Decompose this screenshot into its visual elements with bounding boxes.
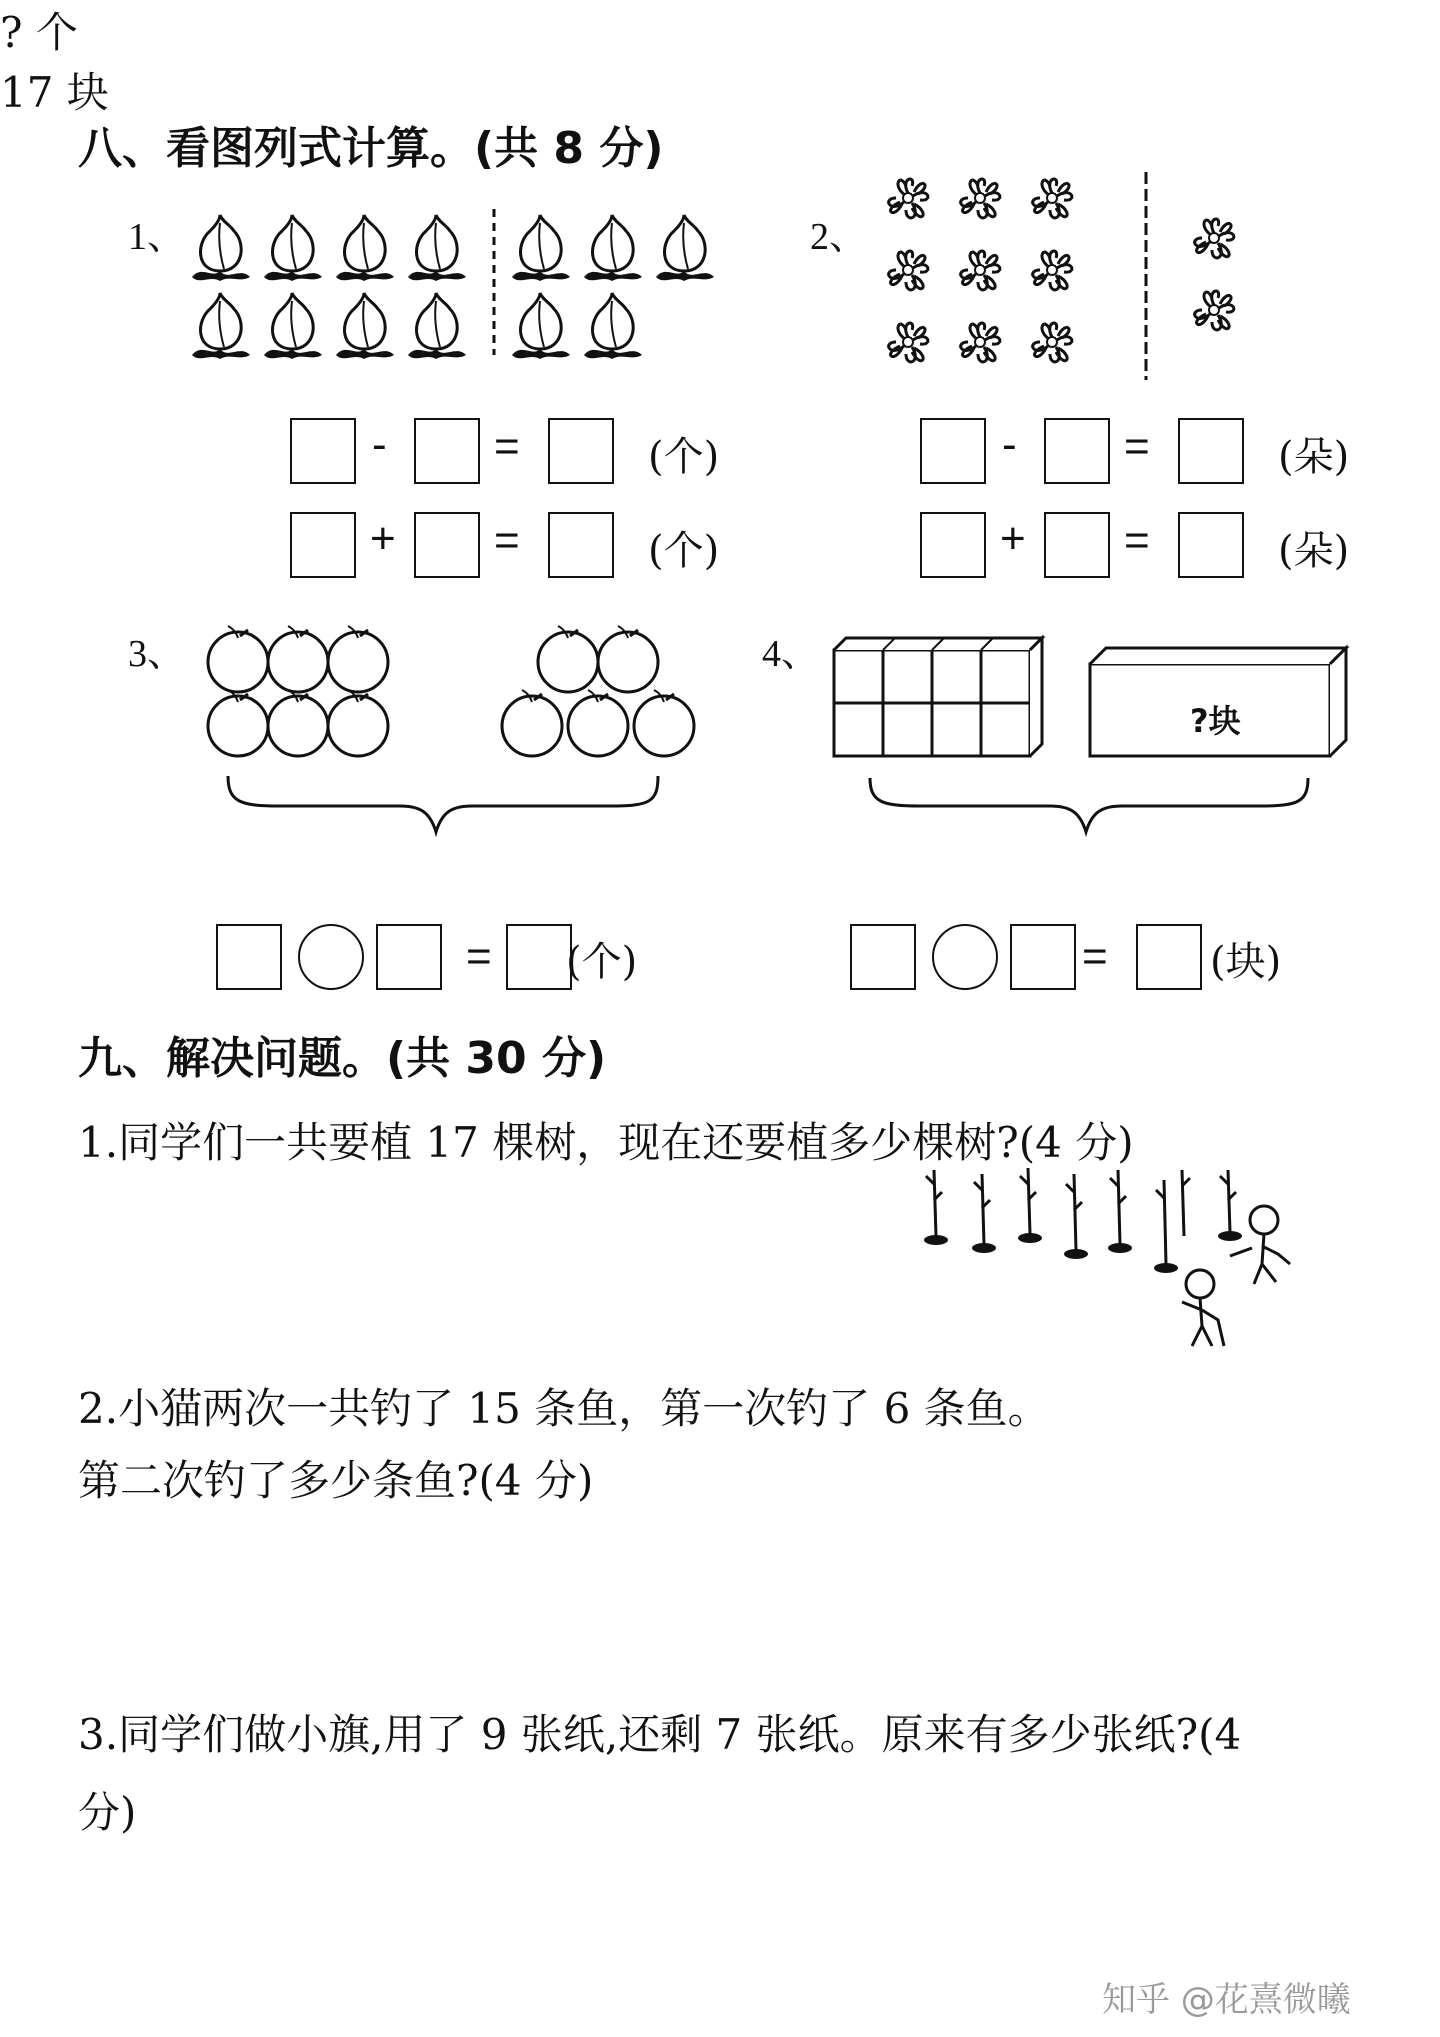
q3-total-label: ? 个 bbox=[0, 8, 78, 57]
q2-equals-sign: = bbox=[1124, 422, 1150, 471]
problem-2-line-2: 第二次钓了多少条鱼?(4 分) bbox=[78, 1456, 594, 1505]
problem-1-text: 1.同学们一共要植 17 棵树，现在还要植多少棵树?(4 分) bbox=[78, 1118, 1134, 1167]
q1-unit-1: (个) bbox=[648, 434, 720, 480]
q3-equals-sign: = bbox=[466, 932, 492, 981]
section-8-title: 八、看图列式计算。(共 8 分) bbox=[78, 123, 664, 174]
watermark: 知乎 @花熹微曦 bbox=[1102, 1980, 1351, 2020]
q1-equals-sign: = bbox=[494, 422, 520, 471]
q3-answer-box-a[interactable] bbox=[216, 924, 282, 990]
q2-answer-box-2c[interactable] bbox=[1178, 512, 1244, 578]
q2-minus-sign: - bbox=[1002, 420, 1017, 469]
q2-unit-1: (朵) bbox=[1278, 434, 1350, 480]
q4-operator-circle[interactable] bbox=[932, 924, 998, 990]
q1-minus-sign: - bbox=[372, 420, 387, 469]
q2-answer-box-2a[interactable] bbox=[920, 512, 986, 578]
q1-equals-sign-2: = bbox=[494, 516, 520, 565]
problem-2-line-1: 2.小猫两次一共钓了 15 条鱼，第一次钓了 6 条鱼。 bbox=[78, 1384, 1050, 1433]
q4-unit: (块) bbox=[1210, 939, 1282, 985]
q3-operator-circle[interactable] bbox=[298, 924, 364, 990]
q2-plus-sign: + bbox=[1000, 514, 1026, 563]
q2-number: 2、 bbox=[810, 216, 868, 258]
q4-number: 4、 bbox=[762, 633, 820, 675]
q3-answer-box-c[interactable] bbox=[506, 924, 572, 990]
q4-total-label: 17 块 bbox=[0, 68, 109, 117]
q2-answer-box-1c[interactable] bbox=[1178, 418, 1244, 484]
q2-answer-box-2b[interactable] bbox=[1044, 512, 1110, 578]
q1-answer-box-2c[interactable] bbox=[548, 512, 614, 578]
q1-answer-box-2a[interactable] bbox=[290, 512, 356, 578]
q1-number: 1、 bbox=[128, 216, 186, 258]
q2-equals-sign-2: = bbox=[1124, 516, 1150, 565]
section-9-title: 九、解决问题。(共 30 分) bbox=[78, 1033, 607, 1084]
q3-number: 3、 bbox=[128, 633, 186, 675]
q4-answer-box-c[interactable] bbox=[1136, 924, 1202, 990]
q1-answer-box-2b[interactable] bbox=[414, 512, 480, 578]
q2-answer-box-1b[interactable] bbox=[1044, 418, 1110, 484]
q2-answer-box-1a[interactable] bbox=[920, 418, 986, 484]
q2-unit-2: (朵) bbox=[1278, 528, 1350, 574]
q1-answer-box-1c[interactable] bbox=[548, 418, 614, 484]
q1-answer-box-1b[interactable] bbox=[414, 418, 480, 484]
q4-answer-box-b[interactable] bbox=[1010, 924, 1076, 990]
q4-box-label: ?块 bbox=[1190, 702, 1241, 740]
problem-3-line-2: 分) bbox=[78, 1788, 137, 1837]
block-illustration bbox=[830, 630, 1390, 860]
tree-planting-illustration bbox=[912, 1160, 1312, 1360]
q1-unit-2: (个) bbox=[648, 528, 720, 574]
q4-equals-sign: = bbox=[1082, 932, 1108, 981]
peach-illustration bbox=[180, 205, 700, 365]
problem-3-line-1: 3.同学们做小旗,用了 9 张纸,还剩 7 张纸。原来有多少张纸?(4 bbox=[78, 1710, 1242, 1759]
q1-answer-box-1a[interactable] bbox=[290, 418, 356, 484]
q1-plus-sign: + bbox=[370, 514, 396, 563]
apple-illustration bbox=[200, 622, 720, 862]
q3-answer-box-b[interactable] bbox=[376, 924, 442, 990]
q3-unit: (个) bbox=[566, 939, 638, 985]
flower-illustration bbox=[878, 168, 1258, 398]
q4-answer-box-a[interactable] bbox=[850, 924, 916, 990]
